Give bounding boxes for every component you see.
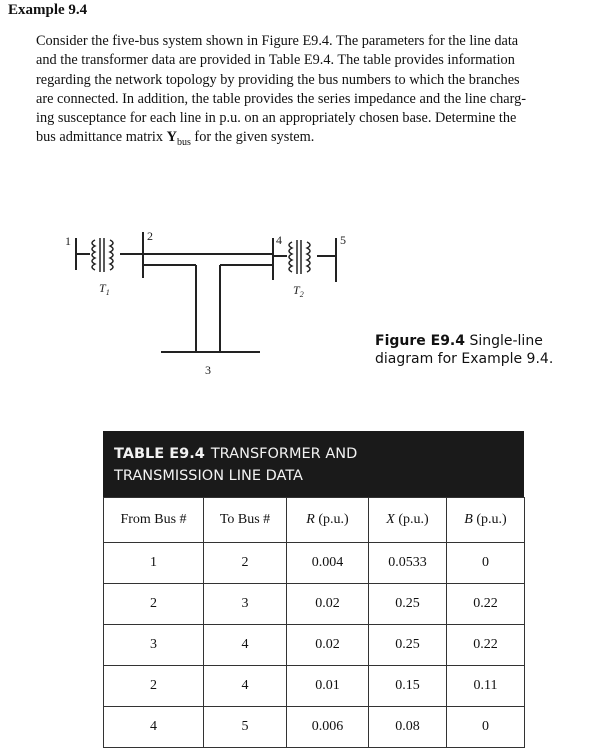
table-cell: 0.02	[287, 584, 369, 625]
figure-caption-label: Figure E9.4	[375, 333, 465, 349]
table-header-row	[104, 498, 525, 543]
table-cell: 0.01	[287, 666, 369, 707]
bus-3-label: 3	[205, 363, 211, 377]
figure-caption-text: diagram for Example 9.4.	[375, 351, 554, 367]
column-header: To Bus #	[204, 498, 287, 543]
paragraph-line: Consider the five-bus system shown in Figure E9.4. The parameters for the line data	[36, 33, 519, 49]
table-cell: 0.25	[369, 584, 447, 625]
table-cell: 4	[204, 625, 287, 666]
figure-caption-text: Single-line	[469, 333, 543, 349]
table-cell: 2	[204, 543, 287, 584]
table-cell: 0.006	[287, 707, 369, 748]
table-cell: 4	[104, 707, 204, 748]
table-cell: 1	[104, 543, 204, 584]
table-cell: 0	[447, 543, 525, 584]
example-heading: Example 9.4	[8, 2, 88, 18]
transformer-t2-label: $T_2$	[293, 283, 304, 299]
table-title	[114, 446, 357, 462]
column-header: B (p.u.)	[447, 498, 525, 543]
line-data-table	[103, 497, 525, 748]
table-row	[104, 543, 525, 584]
paragraph-line: ing susceptance for each line in p.u. on an appropriately chosen base. Determine the	[36, 110, 517, 127]
transformer-t1-icon	[92, 238, 113, 272]
figure-caption	[375, 332, 585, 368]
transformer-t2-icon	[289, 240, 310, 274]
table-cell: 5	[204, 707, 287, 748]
table-row	[104, 666, 525, 707]
table-cell: 3	[104, 625, 204, 666]
table-title-bar	[103, 431, 524, 497]
table-cell: 0.25	[369, 625, 447, 666]
table-row	[104, 584, 525, 625]
ybus-symbol: Y	[166, 129, 177, 146]
table-cell: 0.11	[447, 666, 525, 707]
column-header: X (p.u.)	[369, 498, 447, 543]
bus-1-label: 1	[65, 234, 71, 248]
table-cell: 0.22	[447, 625, 525, 666]
bus-2-label: 2	[147, 229, 153, 243]
table-cell: 0.08	[369, 707, 447, 748]
table-cell: 0.22	[447, 584, 525, 625]
table-cell: 2	[104, 666, 204, 707]
paragraph-line: and the transformer data are provided in Table E9.4. The table provides information	[36, 52, 515, 69]
table-cell: 0.004	[287, 543, 369, 584]
table-row	[104, 625, 525, 666]
transformer-t1-label: $T_1$	[99, 281, 110, 297]
bus-5-label: 5	[340, 233, 346, 247]
table-label: TABLE E9.4	[114, 446, 205, 462]
table-row	[104, 707, 525, 748]
bus-4-label: 4	[276, 233, 282, 247]
paragraph-line: are connected. In addition, the table provides the series impedance and the line charg-	[36, 90, 527, 107]
table-title-text: TRANSFORMER AND	[210, 446, 358, 462]
paragraph-line: regarding the network topology by providing the bus numbers to which the branches	[36, 71, 520, 88]
column-header: R (p.u.)	[287, 498, 369, 543]
table-cell: 0.02	[287, 625, 369, 666]
table-title-text: TRANSMISSION LINE DATA	[114, 468, 303, 484]
paragraph-text: bus admittance matrix	[36, 129, 167, 146]
table-cell: 2	[104, 584, 204, 625]
table-cell: 0.0533	[369, 543, 447, 584]
table-cell: 3	[204, 584, 287, 625]
paragraph-text: for the given system.	[190, 129, 315, 146]
table-cell: 4	[204, 666, 287, 707]
column-header: From Bus #	[104, 498, 204, 543]
ybus-subscript: bus	[176, 137, 191, 149]
table-cell: 0	[447, 707, 525, 748]
table-cell: 0.15	[369, 666, 447, 707]
